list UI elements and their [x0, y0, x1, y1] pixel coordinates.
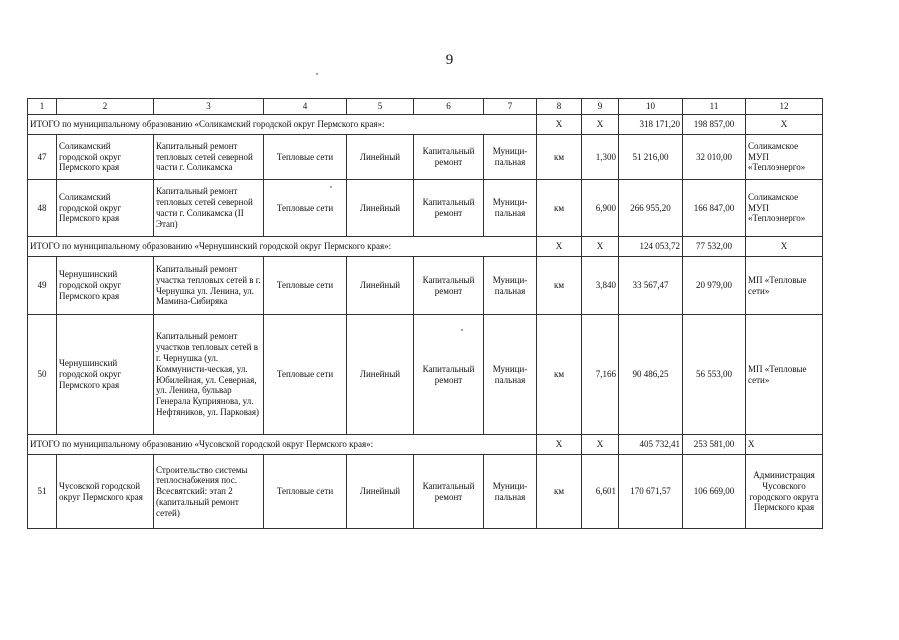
ownership-cell: Муници-пальная: [484, 257, 537, 315]
work-kind-cell: Капитальный ремонт: [414, 180, 484, 237]
line-type-cell: Линейный: [347, 135, 414, 180]
total-cell: X: [746, 115, 823, 135]
municipality-cell: Чернушинский городской округ Пермского края: [57, 315, 154, 435]
row-number: 48: [28, 180, 57, 237]
scan-speck: [316, 73, 318, 75]
object-type-cell: Тепловые сети: [264, 135, 347, 180]
total-row: [28, 237, 823, 257]
work-description-cell: Строительство системы теплоснабжения пос. Всесвятский: этап 2 (капитальный ремонт сетей): [154, 455, 264, 529]
column-number: 3: [154, 99, 264, 115]
organization-cell: Соликамское МУП «Теплоэнерго»: [746, 135, 823, 180]
work-kind-cell: Капитальный ремонт: [414, 315, 484, 435]
total-label: ИТОГО по муниципальному образованию «Чернушинский городской округ Пермского края»:: [28, 237, 537, 257]
column-number: 1: [28, 99, 57, 115]
unit-cell: км: [537, 257, 582, 315]
row-number: 50: [28, 315, 57, 435]
funds-cell: 56 553,00: [683, 315, 746, 435]
total-row: [28, 115, 823, 135]
total-cell: X: [746, 435, 823, 455]
total-cost: 405 732,41: [619, 435, 683, 455]
unit-cell: км: [537, 315, 582, 435]
length-cell: 1,300: [582, 135, 619, 180]
table-row: [28, 135, 823, 180]
cost-cell: 51 216,00: [619, 135, 683, 180]
column-number: 7: [484, 99, 537, 115]
table-row: [28, 315, 823, 435]
line-type-cell: Линейный: [347, 257, 414, 315]
column-number: 5: [347, 99, 414, 115]
page-number: 9: [445, 52, 454, 68]
length-cell: 7,166: [582, 315, 619, 435]
scan-speck: [461, 329, 463, 331]
cost-cell: 90 486,25: [619, 315, 683, 435]
column-number: 8: [537, 99, 582, 115]
unit-cell: км: [537, 455, 582, 529]
cost-cell: 266 955,20: [619, 180, 683, 237]
object-type-cell: Тепловые сети: [264, 455, 347, 529]
work-kind-cell: Капитальный ремонт: [414, 257, 484, 315]
municipality-cell: Соликамский городской округ Пермского края: [57, 135, 154, 180]
municipality-cell: Чусовской городской округ Пермского края: [57, 455, 154, 529]
municipality-cell: Соликамский городской округ Пермского края: [57, 180, 154, 237]
total-label: ИТОГО по муниципальному образованию «Чусовской городской округ Пермского края»:: [28, 435, 537, 455]
object-type-cell: Тепловые сети: [264, 315, 347, 435]
line-type-cell: Линейный: [347, 180, 414, 237]
line-type-cell: Линейный: [347, 315, 414, 435]
scan-speck: [330, 186, 332, 188]
row-number: 49: [28, 257, 57, 315]
cost-cell: 33 567,47: [619, 257, 683, 315]
total-cell: X: [582, 237, 619, 257]
total-label: ИТОГО по муниципальному образованию «Соликамский городской округ Пермского края»:: [28, 115, 537, 135]
funds-cell: 166 847,00: [683, 180, 746, 237]
organization-cell: Администрация Чусовского городского округа Пермского края: [746, 455, 823, 529]
row-number: 47: [28, 135, 57, 180]
column-number: 10: [619, 99, 683, 115]
object-type-cell: Тепловые сети: [264, 180, 347, 237]
work-description-cell: Капитальный ремонт участка тепловых сетей в г. Чернушка ул. Ленина, ул. Мамина-Сибиряка: [154, 257, 264, 315]
ownership-cell: Муници-пальная: [484, 455, 537, 529]
row-number: 51: [28, 455, 57, 529]
funds-cell: 32 010,00: [683, 135, 746, 180]
total-cell: X: [537, 237, 582, 257]
total-cell: X: [746, 237, 823, 257]
total-funds: 77 532,00: [683, 237, 746, 257]
work-kind-cell: Капитальный ремонт: [414, 455, 484, 529]
total-funds: 253 581,00: [683, 435, 746, 455]
ownership-cell: Муници-пальная: [484, 315, 537, 435]
program-table: [27, 98, 823, 529]
unit-cell: км: [537, 180, 582, 237]
object-type-cell: Тепловые сети: [264, 257, 347, 315]
ownership-cell: Муници-пальная: [484, 135, 537, 180]
column-number: 9: [582, 99, 619, 115]
total-cost: 124 053,72: [619, 237, 683, 257]
funds-cell: 106 669,00: [683, 455, 746, 529]
funds-cell: 20 979,00: [683, 257, 746, 315]
work-kind-cell: Капитальный ремонт: [414, 135, 484, 180]
column-number: 2: [57, 99, 154, 115]
column-number: 12: [746, 99, 823, 115]
total-cost: 318 171,20: [619, 115, 683, 135]
work-description-cell: Капитальный ремонт тепловых сетей северной части г. Соликамска (II Этап): [154, 180, 264, 237]
column-number: 6: [414, 99, 484, 115]
table-row: [28, 455, 823, 529]
total-row: [28, 435, 823, 455]
column-number: 4: [264, 99, 347, 115]
length-cell: 3,840: [582, 257, 619, 315]
column-number: 11: [683, 99, 746, 115]
unit-cell: км: [537, 135, 582, 180]
work-description-cell: Капитальный ремонт тепловых сетей северной части г. Соликамска: [154, 135, 264, 180]
length-cell: 6,601: [582, 455, 619, 529]
ownership-cell: Муници-пальная: [484, 180, 537, 237]
table-row: [28, 257, 823, 315]
work-description-cell: Капитальный ремонт участков тепловых сетей в г. Чернушка (ул. Коммунисти-ческая, ул. Юбилейная, ул. Северная, ул. Ленина, бульвар Генерала Куприянова, ул. Нефтяников, ул. Парковая): [154, 315, 264, 435]
length-cell: 6,900: [582, 180, 619, 237]
cost-cell: 170 671,57: [619, 455, 683, 529]
total-cell: X: [582, 435, 619, 455]
column-number-row: [28, 99, 823, 115]
line-type-cell: Линейный: [347, 455, 414, 529]
total-funds: 198 857,00: [683, 115, 746, 135]
total-cell: X: [537, 435, 582, 455]
table-row: [28, 180, 823, 237]
organization-cell: МП «Тепловые сети»: [746, 257, 823, 315]
total-cell: X: [582, 115, 619, 135]
organization-cell: Соликамское МУП «Теплоэнерго»: [746, 180, 823, 237]
organization-cell: МП «Тепловые сети»: [746, 315, 823, 435]
total-cell: X: [537, 115, 582, 135]
municipality-cell: Чернушинский городской округ Пермского края: [57, 257, 154, 315]
